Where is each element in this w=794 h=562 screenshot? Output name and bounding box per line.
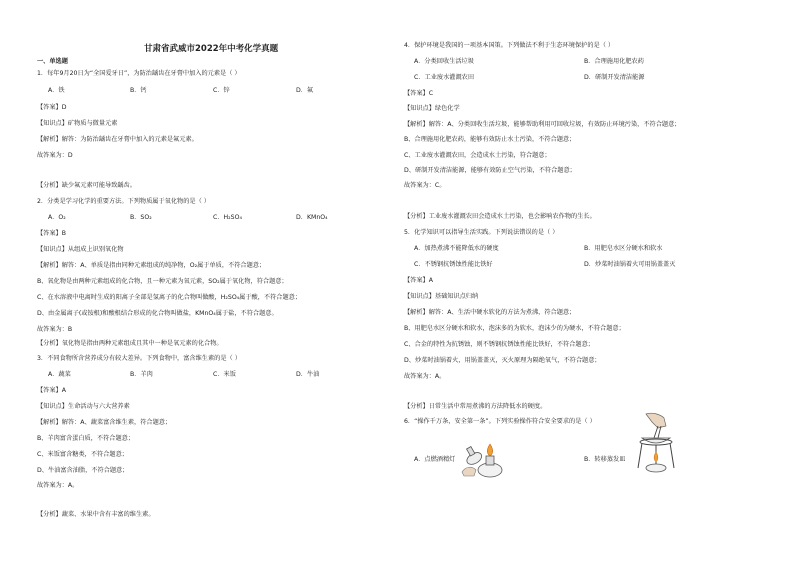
q4-final: 故答案为：C。 bbox=[404, 182, 446, 189]
q1-knowledge-point: 【知识点】矿物质与微量元素 bbox=[37, 120, 118, 127]
q2-final: 故答案为：B bbox=[37, 326, 73, 333]
q3-option-b: B．羊肉 bbox=[130, 371, 153, 378]
q4-analysis-1: 【解析】解答：A、分类回收生活垃圾，能够帮助利用可回收垃圾，有效防止环境污染，不符合题意； bbox=[404, 121, 681, 128]
q2-option-c: C．H₂SO₄ bbox=[213, 214, 242, 221]
q5-answer: 【答案】A bbox=[404, 277, 433, 284]
q4-option-d: D．研制开发清洁能源 bbox=[584, 74, 645, 81]
q4-knowledge-point: 【知识点】绿色化学 bbox=[404, 105, 460, 112]
q5-stem: 5．化学知识可以指导生活实践。下列说法错误的是（ ） bbox=[404, 229, 559, 236]
q5-analysis-4: D、炒菜时油锅着火，用锅盖盖灭，灭火原理为隔绝氧气，不符合题意； bbox=[404, 357, 601, 364]
q6-option-b: B．转移蒸发皿 bbox=[584, 456, 626, 463]
q5-final: 故答案为：A。 bbox=[404, 373, 446, 380]
document-title: 甘肃省武威市2022年中考化学真题 bbox=[144, 44, 279, 54]
q3-answer: 【答案】A bbox=[37, 387, 66, 394]
q2-option-d: D．KMnO₄ bbox=[296, 214, 328, 221]
q3-analysis-4: D、牛油富含油脂，不符合题意； bbox=[37, 467, 129, 474]
q2-analysis-3: C、在水溶液中电离时生成的阳离子全部是氢离子的化合物叫做酸，H₂SO₄属于酸，不符合题意； bbox=[37, 294, 302, 301]
q2-fenxi: 【分析】氧化物是指由两种元素组成且其中一种是氧元素的化合物。 bbox=[37, 340, 223, 347]
q1-final: 故答案为：D bbox=[37, 152, 73, 159]
q5-option-d: D．炒菜时油锅着火可用锅盖盖灭 bbox=[584, 261, 676, 268]
q4-option-b: B．合理施用化肥农药 bbox=[584, 58, 644, 65]
q1-option-a: A．铁 bbox=[48, 87, 65, 94]
q4-analysis-3: C、工业废水灌溉农田，会造成水土污染，符合题意； bbox=[404, 152, 551, 159]
q2-knowledge-point: 【知识点】从组成上识别氧化物 bbox=[37, 246, 124, 253]
q3-analysis-3: C、米饭富含糖类，不符合题意； bbox=[37, 451, 128, 458]
evaporating-dish-illustration bbox=[628, 412, 684, 476]
q3-option-c: C．米饭 bbox=[213, 371, 236, 378]
section-heading: 一、单选题 bbox=[37, 58, 68, 65]
q1-fenxi: 【分析】缺少氟元素可能导致龋齿。 bbox=[37, 182, 136, 189]
q5-analysis-3: C、合金的特性为抗锈蚀，则不锈钢抗锈蚀性能比铁好，不符合题意； bbox=[404, 341, 594, 348]
q3-stem: 3．不同食物所含营养成分有较大差异。下列食物中，富含维生素的是（ ） bbox=[37, 355, 241, 362]
q1-option-c: C．锌 bbox=[213, 87, 230, 94]
q4-option-c: C．工业废水灌溉农田 bbox=[414, 74, 475, 81]
q5-option-b: B．用肥皂水区分硬水和软水 bbox=[584, 245, 663, 252]
q3-knowledge-point: 【知识点】生命活动与六大营养素 bbox=[37, 403, 130, 410]
q1-option-b: B．钙 bbox=[130, 87, 147, 94]
q5-option-c: C．不锈钢抗锈蚀性能比铁好 bbox=[414, 261, 493, 268]
q5-option-a: A．加热煮沸不能降低水的硬度 bbox=[414, 245, 499, 252]
q2-analysis-1: 【解析】解答：A、单质是指由同种元素组成的纯净物，O₂属于单质，不符合题意； bbox=[37, 262, 266, 269]
q3-option-a: A．蔬菜 bbox=[48, 371, 71, 378]
q2-stem: 2．分类是学习化学的重要方法。下列物质属于氧化物的是（ ） bbox=[37, 198, 210, 205]
q2-analysis-2: B、氧化物是由两种元素组成的化合物，且一种元素为氧元素，SO₂属于氧化物，符合题意； bbox=[37, 278, 288, 285]
q5-fenxi: 【分析】日常生活中常用煮沸的方法降低水的硬度。 bbox=[404, 403, 547, 410]
q4-option-a: A．分类回收生活垃圾 bbox=[414, 58, 474, 65]
q1-stem: 1．每年9月20日为“全国爱牙日”，为防治龋齿在牙膏中加入的元素是（ ） bbox=[37, 70, 241, 77]
q2-answer: 【答案】B bbox=[37, 230, 66, 237]
q2-option-a: A．O₂ bbox=[48, 214, 66, 221]
q4-analysis-2: B、合理施用化肥农药，能够有效防止水土污染，不符合题意； bbox=[404, 136, 576, 143]
q3-analysis-1: 【解析】解答：A、蔬菜富含维生素，符合题意； bbox=[37, 419, 172, 426]
q4-stem: 4．保护环境是我国的一项基本国策。下列做法不利于生态环境保护的是（ ） bbox=[404, 42, 615, 49]
q4-fenxi: 【分析】工业废水灌溉农田会造成水土污染，也会影响农作物的生长。 bbox=[404, 213, 596, 220]
q4-analysis-4: D、研制开发清洁能源，能够有效防止空气污染，不符合题意； bbox=[404, 167, 576, 174]
q1-option-d: D．氟 bbox=[296, 87, 314, 94]
q3-final: 故答案为：A。 bbox=[37, 482, 79, 489]
q2-analysis-4: D、由金属离子(或铵根)和酸根结合形成的化合物叫做盐，KMnO₄属于盐，不符合题意。 bbox=[37, 310, 278, 317]
q3-analysis-2: B、羊肉富含蛋白质，不符合题意； bbox=[37, 435, 135, 442]
q6-option-a: A．点燃酒精灯 bbox=[414, 456, 456, 463]
q1-answer: 【答案】D bbox=[37, 104, 67, 111]
alcohol-lamp-illustration bbox=[460, 432, 510, 480]
q4-answer: 【答案】C bbox=[404, 90, 434, 97]
q2-option-b: B．SO₂ bbox=[130, 214, 152, 221]
q3-option-d: D．牛油 bbox=[296, 371, 320, 378]
q5-knowledge-point: 【知识点】基础知识点归纳 bbox=[404, 293, 479, 300]
q3-fenxi: 【分析】蔬菜、水果中含有丰富的维生素。 bbox=[37, 511, 155, 518]
q6-stem: 6．“操作千万条，安全第一条”。下列实验操作符合安全要求的是（ ） bbox=[404, 418, 596, 425]
q5-analysis-1: 【解析】解答：A、生活中硬水软化的方法为煮沸，符合题意； bbox=[404, 309, 576, 316]
q1-analysis: 【解析】解答：为防治龋齿在牙膏中加入的元素是氟元素。 bbox=[37, 136, 198, 143]
q5-analysis-2: B、用肥皂水区分硬水和软水，泡沫多的为软水，泡沫少的为硬水，不符合题意； bbox=[404, 325, 625, 332]
